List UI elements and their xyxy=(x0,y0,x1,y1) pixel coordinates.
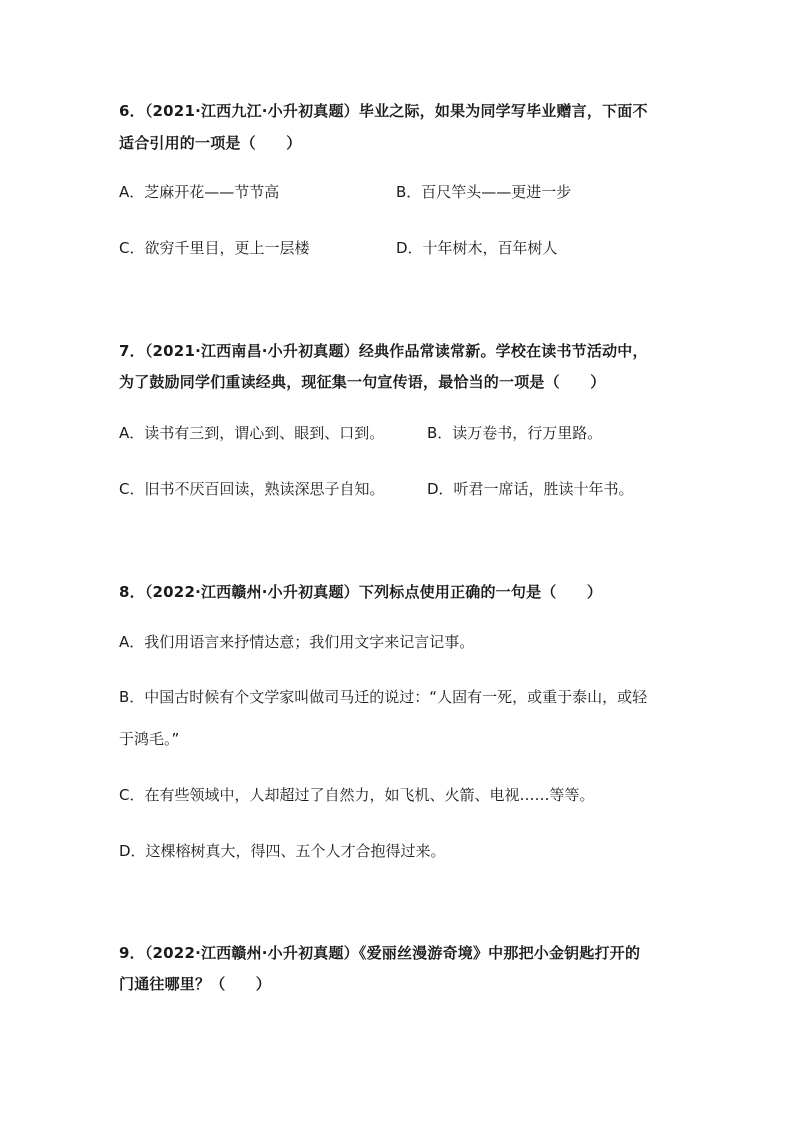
question-7-option-d: D．听君一席话，胜读十年书。 xyxy=(427,480,634,498)
question-6-stem-line-1: 6．（2021·江西九江·小升初真题）毕业之际，如果为同学写毕业赠言，下面不 xyxy=(119,102,648,120)
question-6-option-b: B．百尺竿头——更进一步 xyxy=(396,183,572,201)
question-6-option-c: C．欲穷千里目，更上一层楼 xyxy=(119,239,310,257)
question-8-option-b-line-2: 于鸿毛。” xyxy=(119,730,180,748)
question-8-option-d: D．这棵榕树真大，得四、五个人才合抱得过来。 xyxy=(119,842,446,860)
question-6-stem-line-2: 适合引用的一项是（ ） xyxy=(119,134,302,152)
question-7-stem-line-1: 7．（2021·江西南昌·小升初真题）经典作品常读常新。学校在读书节活动中， xyxy=(119,342,648,360)
question-7-option-c: C．旧书不厌百回读，熟读深思子自知。 xyxy=(119,480,385,498)
question-7-stem-line-2: 为了鼓励同学们重读经典，现征集一句宣传语，最恰当的一项是（ ） xyxy=(119,373,606,391)
question-7-option-b: B．读万卷书，行万里路。 xyxy=(427,424,603,442)
question-7-option-a: A．读书有三到，谓心到、眼到、口到。 xyxy=(119,424,385,442)
question-8-option-c: C．在有些领域中，人却超过了自然力，如飞机、火箭、电视……等等。 xyxy=(119,786,595,804)
question-6-option-d: D．十年树木，百年树人 xyxy=(396,239,558,257)
question-8-option-b-line-1: B．中国古时候有个文学家叫做司马迁的说过：“人固有一死，或重于泰山，或轻 xyxy=(119,688,648,706)
question-9-stem-line-1: 9．（2022·江西赣州·小升初真题）《爱丽丝漫游奇境》中那把小金钥匙打开的 xyxy=(119,944,641,962)
question-8-option-a: A．我们用语言来抒情达意；我们用文字来记言记事。 xyxy=(119,633,475,651)
question-8-stem: 8．（2022·江西赣州·小升初真题）下列标点使用正确的一句是（ ） xyxy=(119,583,603,601)
question-6-option-a: A．芝麻开花——节节高 xyxy=(119,183,280,201)
question-9-stem-line-2: 门通往哪里？（ ） xyxy=(119,975,272,993)
